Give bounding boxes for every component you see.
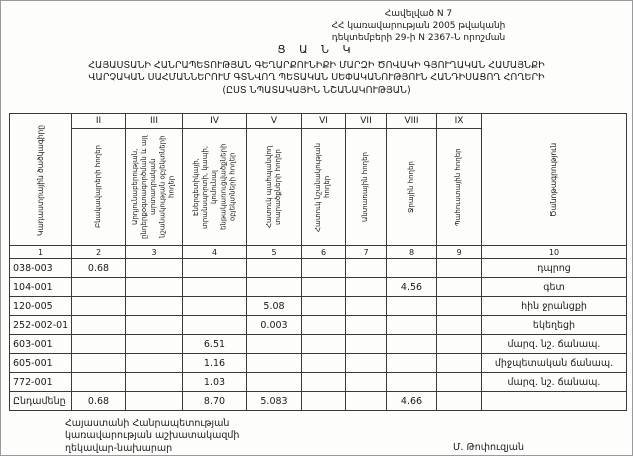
roman-numeral-row <box>10 114 627 129</box>
value-cell <box>302 335 346 354</box>
category-header-cell <box>346 129 387 246</box>
roman-numeral: VI <box>302 114 346 129</box>
value-cell <box>387 354 437 373</box>
annex-number: Հավելված N 7 <box>384 9 453 19</box>
value-cell <box>72 316 126 335</box>
category-header: Հատուկ պահպանվող տարածքների հողեր <box>264 145 282 229</box>
total-value-cell <box>346 392 387 411</box>
value-cell <box>387 335 437 354</box>
category-header: Բնակավայրերի հողեր <box>93 145 102 229</box>
note-cell: գետ <box>482 278 627 297</box>
value-cell <box>126 316 183 335</box>
column-number: 7 <box>346 246 387 259</box>
value-cell <box>346 297 387 316</box>
table-row <box>10 278 627 297</box>
land-table <box>9 113 627 411</box>
category-header-cell <box>247 129 302 246</box>
note-header: Ծանոթագրություն <box>549 142 559 217</box>
value-cell: 4.56 <box>387 278 437 297</box>
note-cell: միջպետական ճանապ. <box>482 354 627 373</box>
roman-numeral: VII <box>346 114 387 129</box>
value-cell <box>346 354 387 373</box>
total-value-cell <box>126 392 183 411</box>
column-number: 3 <box>126 246 183 259</box>
column-number: 10 <box>482 246 627 259</box>
title-line-3: (ԸՍՏ ՆՊԱՏԱԿԱՅԻՆ ՆՇԱՆԱԿՈՒԹՅԱՆ) <box>222 85 411 97</box>
roman-numeral: II <box>72 114 126 129</box>
value-cell <box>247 354 302 373</box>
signatory-name: Մ. Թոփուզյան <box>453 442 525 453</box>
value-cell: 6.51 <box>183 335 247 354</box>
category-header-cell <box>437 129 482 246</box>
table-row <box>10 297 627 316</box>
note-cell: դպրոց <box>482 259 627 278</box>
value-cell <box>437 316 482 335</box>
roman-numeral: IX <box>437 114 482 129</box>
value-cell <box>72 297 126 316</box>
value-cell <box>346 278 387 297</box>
table-row <box>10 259 627 278</box>
table-row <box>10 354 627 373</box>
total-value-cell: 0.68 <box>72 392 126 411</box>
category-header: Հատուկ նշանակության հողեր <box>314 142 332 232</box>
total-value-cell <box>302 392 346 411</box>
value-cell <box>72 373 126 392</box>
cadastral-code-header: Կադաստրային ծածկագիրը <box>35 124 45 236</box>
cadastral-code-cell: 104-001 <box>10 278 72 297</box>
value-cell <box>346 335 387 354</box>
roman-numeral: V <box>247 114 302 129</box>
value-cell <box>247 335 302 354</box>
value-cell <box>437 354 482 373</box>
table-row <box>10 373 627 392</box>
category-header-cell <box>126 129 183 246</box>
signatory-title-block <box>65 418 239 455</box>
value-cell <box>126 297 183 316</box>
value-cell: 0.003 <box>247 316 302 335</box>
value-cell <box>437 278 482 297</box>
category-header: Պահուստային հողեր <box>454 148 463 226</box>
table-row <box>10 335 627 354</box>
value-cell <box>72 354 126 373</box>
signatory-line-3: ղեկավար-նախարար <box>65 442 173 454</box>
annex-gov-line: ՀՀ կառավարության 2005 թվականի <box>331 21 506 32</box>
value-cell <box>126 354 183 373</box>
column-number: 8 <box>387 246 437 259</box>
signatory-line-1: Հայաստանի Հանրապետության <box>65 418 230 429</box>
category-header: Արդյունաբերության, ընդերքօգտագործման և այլ արտադրական նշանակության օբյեկտների հողեր <box>131 135 176 239</box>
category-header-cell <box>72 129 126 246</box>
value-cell <box>437 259 482 278</box>
column-number: 1 <box>10 246 72 259</box>
value-cell <box>72 278 126 297</box>
value-cell <box>183 278 247 297</box>
total-value-cell <box>437 392 482 411</box>
value-cell <box>302 316 346 335</box>
value-cell: 5.08 <box>247 297 302 316</box>
value-cell <box>346 259 387 278</box>
value-cell <box>72 335 126 354</box>
table-row <box>10 316 627 335</box>
category-header-cell <box>387 129 437 246</box>
value-cell <box>126 259 183 278</box>
value-cell <box>183 259 247 278</box>
value-cell: 1.16 <box>183 354 247 373</box>
value-cell: 0.68 <box>72 259 126 278</box>
value-cell <box>247 259 302 278</box>
category-header-cell <box>183 129 247 246</box>
value-cell <box>126 335 183 354</box>
value-cell <box>346 316 387 335</box>
value-cell <box>302 278 346 297</box>
cadastral-code-cell: 120-005 <box>10 297 72 316</box>
value-cell <box>183 316 247 335</box>
value-cell <box>387 316 437 335</box>
value-cell <box>387 297 437 316</box>
total-value-cell: 4.66 <box>387 392 437 411</box>
title-block <box>1 43 632 98</box>
column-number: 5 <box>247 246 302 259</box>
signatory-line-2: կառավարության աշխատակազմի <box>65 430 240 442</box>
column-number: 4 <box>183 246 247 259</box>
value-cell <box>437 297 482 316</box>
note-cell: մարզ. նշ. ճանապ. <box>482 373 627 392</box>
cadastral-code-cell: 252-002-01 <box>10 316 72 335</box>
value-cell <box>437 373 482 392</box>
annex-block <box>316 8 521 44</box>
title-line-2: ՎԱՐՉԱԿԱՆ ՍԱՀՄԱՆՆԵՐՈՒՄ ԳՏՆՎՈՂ ՊԵՏԱԿԱՆ ՍԵՓԱԿԱՆՈՒԹՅՈՒՆ ՀԱՆԴԻՍԱՑՈՂ ՀՈՂԵՐԻ <box>88 72 545 84</box>
cadastral-code-cell: 603-001 <box>10 335 72 354</box>
cadastral-code-cell: 605-001 <box>10 354 72 373</box>
cadastral-code-header-cell <box>10 114 72 246</box>
value-cell <box>302 373 346 392</box>
category-header: Էներգետիկայի, տրանսպորտի, կապի, կոմունալ ենթակառուցվածքների օբյեկտների հողեր <box>191 143 237 231</box>
note-cell: մարզ. նշ. ճանապ. <box>482 335 627 354</box>
note-cell: հին ջրանցքի <box>482 297 627 316</box>
value-cell <box>126 278 183 297</box>
total-row <box>10 392 627 411</box>
category-header: Անտառային հողեր <box>361 152 370 222</box>
value-cell: 1.03 <box>183 373 247 392</box>
total-label: Ընդամենը <box>10 392 72 411</box>
cadastral-code-cell: 038-003 <box>10 259 72 278</box>
value-cell <box>387 373 437 392</box>
title-line-1: ՀԱՅԱՍՏԱՆԻ ՀԱՆՐԱՊԵՏՈՒԹՅԱՆ ԳԵՂԱՐՔՈՒՆԻՔԻ ՄԱՐԶԻ ԾՈՎԱԿԻ ԳՅՈՒՂԱԿԱՆ ՀԱՄԱՅՆՔԻ <box>88 59 545 71</box>
cadastral-code-cell: 772-001 <box>10 373 72 392</box>
value-cell <box>183 297 247 316</box>
value-cell <box>302 354 346 373</box>
note-cell: եկեղեցի <box>482 316 627 335</box>
roman-numeral: IV <box>183 114 247 129</box>
value-cell <box>387 259 437 278</box>
value-cell <box>247 373 302 392</box>
roman-numeral: III <box>126 114 183 129</box>
roman-numeral: VIII <box>387 114 437 129</box>
value-cell <box>346 373 387 392</box>
column-number: 9 <box>437 246 482 259</box>
category-header-cell <box>302 129 346 246</box>
document-title: Ց Ա Ն Կ <box>277 43 356 56</box>
total-note-cell <box>482 392 627 411</box>
value-cell <box>437 335 482 354</box>
value-cell <box>247 278 302 297</box>
value-cell <box>302 297 346 316</box>
total-value-cell: 8.70 <box>183 392 247 411</box>
value-cell <box>302 259 346 278</box>
column-number: 6 <box>302 246 346 259</box>
note-header-cell <box>482 114 627 246</box>
column-number-row <box>10 246 627 259</box>
total-value-cell: 5.083 <box>247 392 302 411</box>
value-cell <box>126 373 183 392</box>
category-header: Ջրային հողեր <box>406 161 415 213</box>
column-number: 2 <box>72 246 126 259</box>
annex-decree-line: դեկտեմբերի 29-ի N 2367-Ն որոշման <box>331 33 506 44</box>
